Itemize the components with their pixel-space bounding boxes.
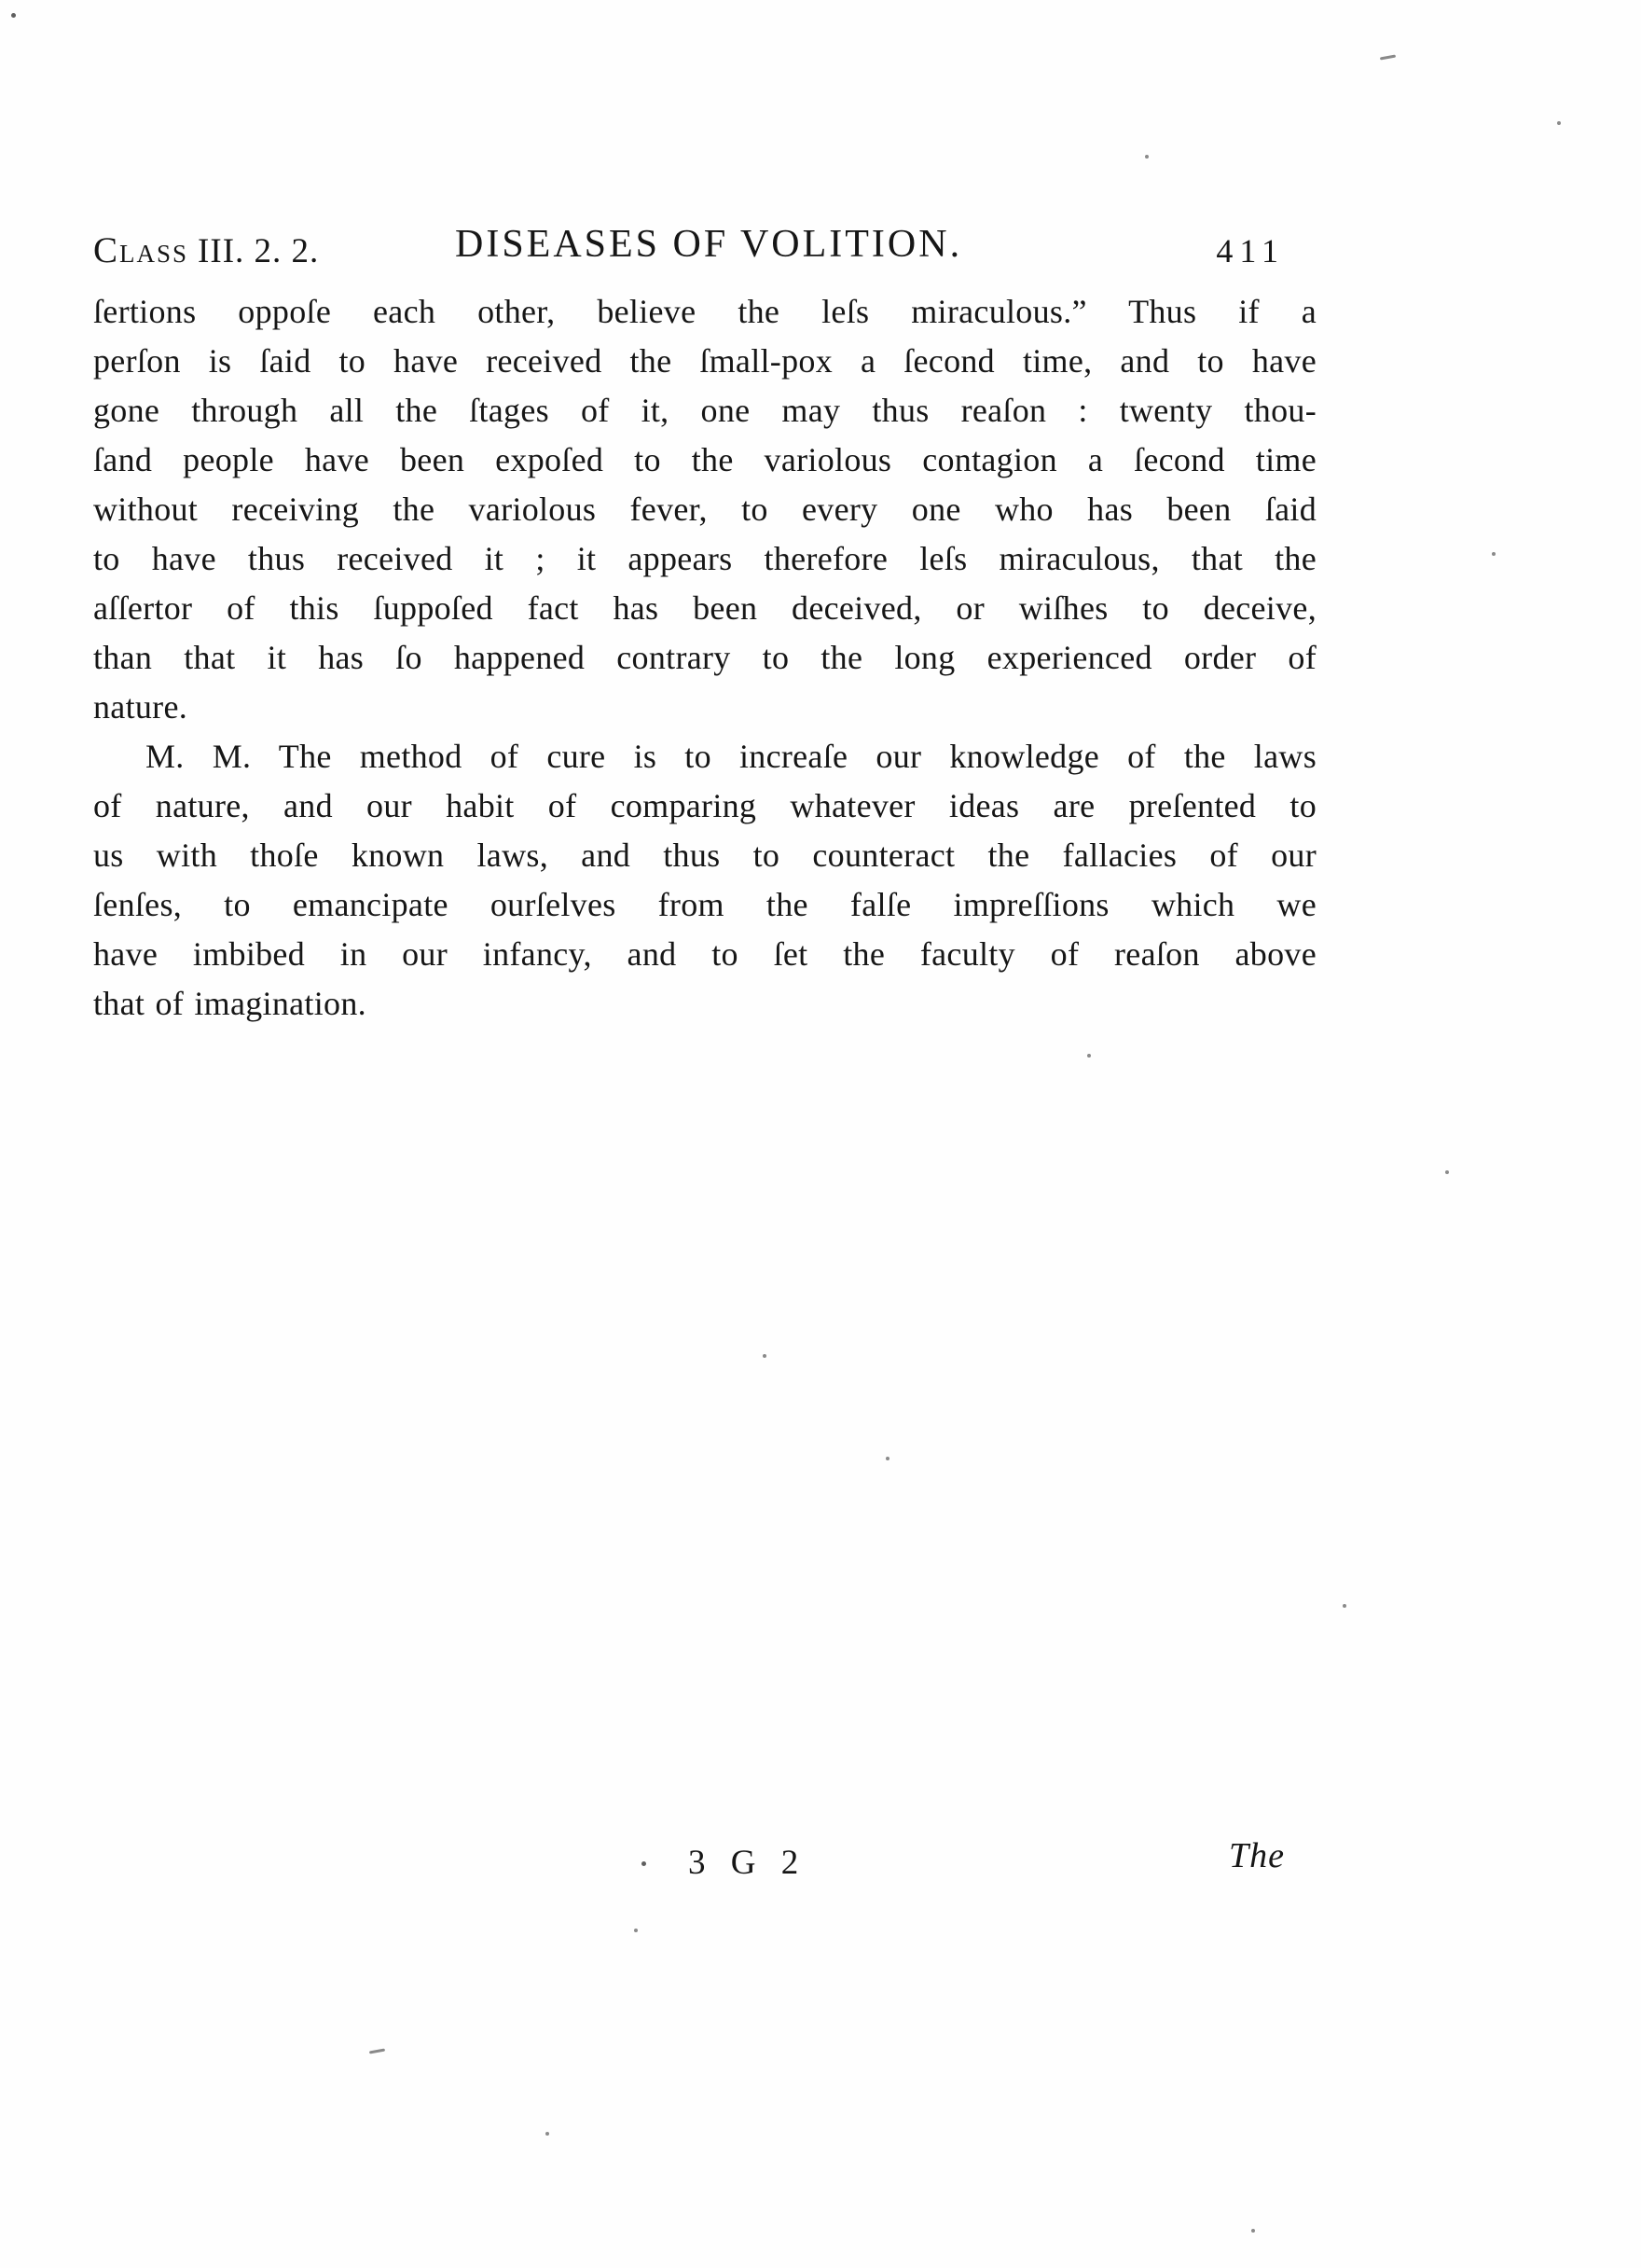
scan-artifact <box>1145 155 1149 159</box>
scan-artifact <box>1380 55 1396 61</box>
scan-artifact <box>11 13 16 18</box>
running-header <box>93 222 1298 278</box>
paragraph-1-line: perſon is ſaid to have received the ſmall-pox a ſecond time, and to have <box>93 342 1317 380</box>
page-number: 411 <box>1216 232 1285 270</box>
scan-artifact <box>634 1929 638 1932</box>
paragraph-2-line: have imbibed in our infancy, and to ſet the faculty of reaſon above <box>93 935 1317 973</box>
paragraph-1-line: without receiving the variolous fever, to every one who has been ſaid <box>93 491 1317 528</box>
scan-artifact <box>1557 121 1561 125</box>
scan-artifact <box>545 2132 549 2136</box>
scan-artifact <box>369 2049 385 2054</box>
signature-mark: 3 G 2 <box>688 1844 807 1882</box>
paragraph-2-line: ſenſes, to emancipate ourſelves from the falſe impreſſions which we <box>93 886 1317 923</box>
scan-artifact <box>1343 1604 1346 1608</box>
section-label-class-word: Class <box>93 230 189 270</box>
scan-artifact <box>886 1457 889 1460</box>
scan-artifact <box>1087 1054 1091 1058</box>
catchword: The <box>1229 1836 1285 1875</box>
paragraph-1-line: ſertions oppoſe each other, believe the leſs miraculous.” Thus if a <box>93 293 1317 330</box>
paragraph-1-line: than that it has ſo happened contrary to the long experienced order of <box>93 639 1317 676</box>
paragraph-1-line: nature. <box>93 688 188 726</box>
paragraph-2-line: M. M. The method of cure is to increaſe our knowledge of the laws <box>145 738 1317 775</box>
scan-artifact <box>1492 552 1496 556</box>
paragraph-1-line: aſſertor of this ſuppoſed fact has been deceived, or wiſhes to deceive, <box>93 589 1317 627</box>
paragraph-1-line: ſand people have been expoſed to the variolous contagion a ſecond time <box>93 441 1317 478</box>
scan-artifact <box>1251 2229 1255 2233</box>
section-label <box>93 229 319 271</box>
paragraph-1-line: gone through all the ſtages of it, one may thus reaſon : twenty thou- <box>93 392 1317 429</box>
body-text <box>93 287 1317 1029</box>
scan-artifact <box>1445 1170 1449 1174</box>
scan-artifact <box>763 1354 766 1358</box>
paragraph-2-line: of nature, and our habit of comparing whatever ideas are preſented to <box>93 787 1317 824</box>
paragraph-2-line: us with thoſe known laws, and thus to counteract the fallacies of our <box>93 837 1317 874</box>
paragraph-2-line: that of imagination. <box>93 985 366 1022</box>
paragraph-1-line: to have thus received it ; it appears therefore leſs miraculous, that the <box>93 540 1317 577</box>
running-title: DISEASES OF VOLITION. <box>455 223 963 266</box>
scan-artifact <box>641 1861 646 1866</box>
section-label-number: III. 2. 2. <box>198 232 320 270</box>
